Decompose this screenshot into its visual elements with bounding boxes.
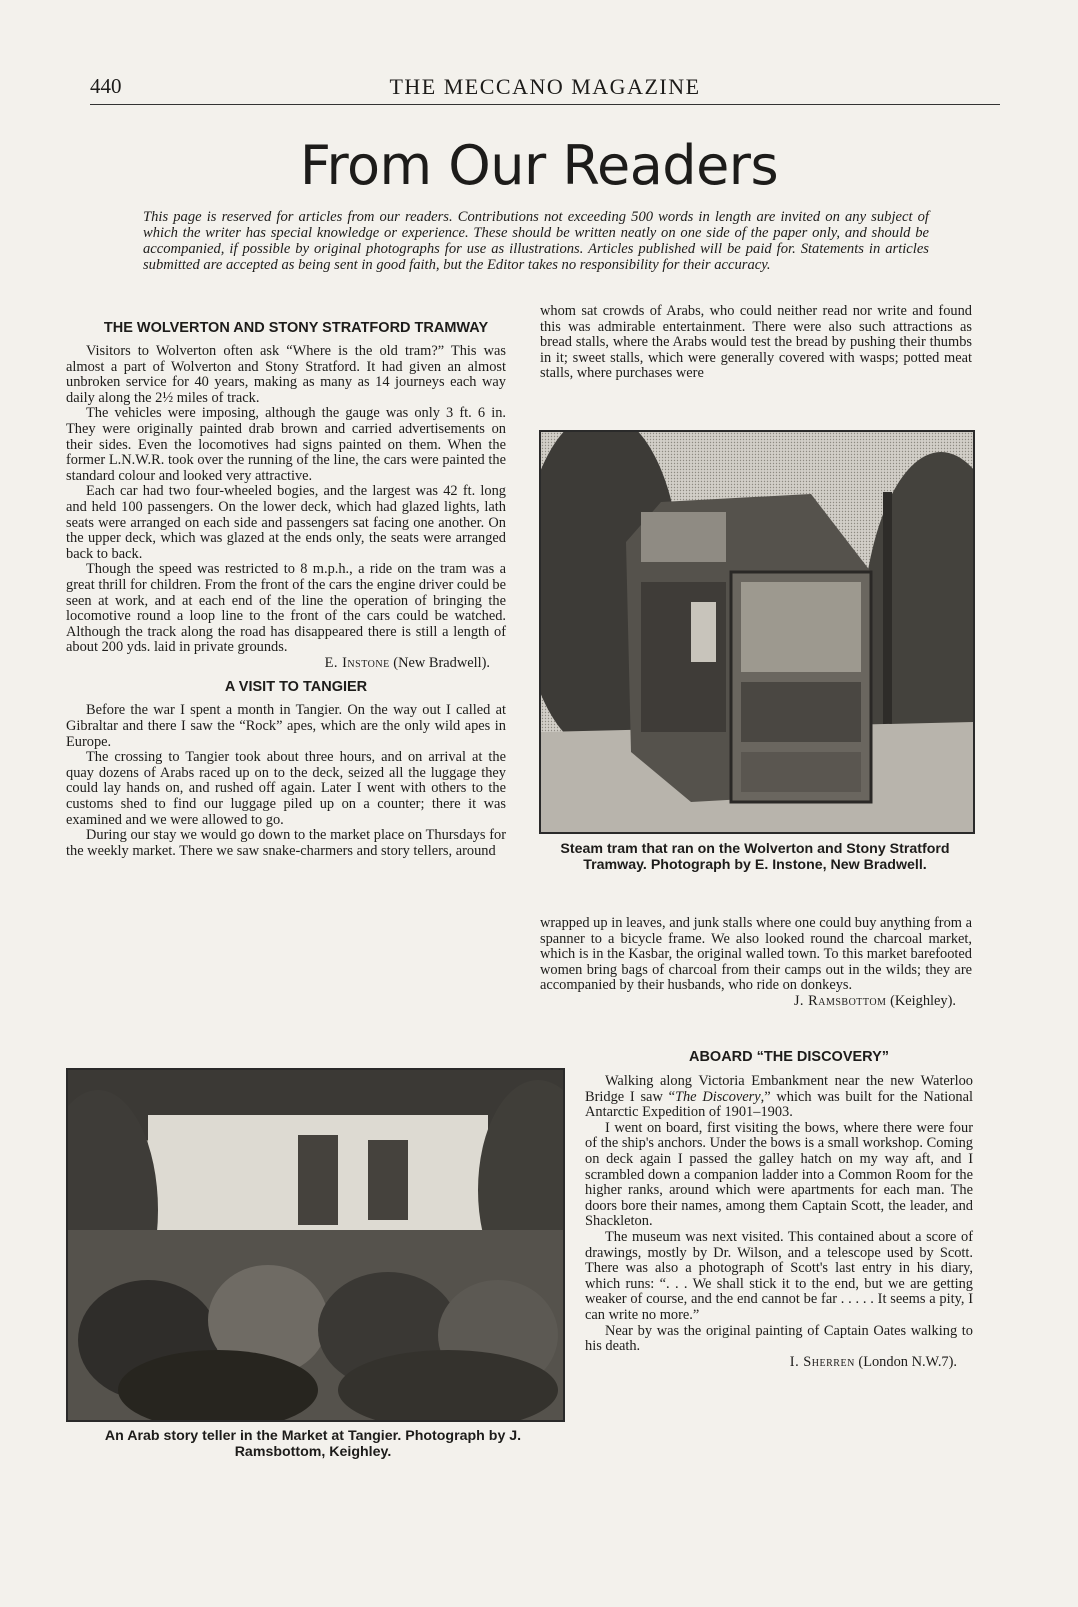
tramway-paragraph: Though the speed was restricted to 8 m.p.h., a ride on the tram was a great thrill for children. From the front of the cars the engine driver could be seen at work, and at each end of the line the operation of bringing the locomotive round a loop line to the front of the cars could be watched. Although the track along the road has disappeared there is still a length of about 200 yds. laid in private grounds. <box>66 561 506 656</box>
tramway-headline: THE WOLVERTON AND STONY STRATFORD TRAMWAY <box>103 320 489 336</box>
tramway-signature <box>66 656 506 672</box>
discovery-headline: ABOARD “THE DISCOVERY” <box>688 1049 890 1065</box>
page-number: 440 <box>90 74 122 98</box>
running-head <box>90 72 1000 105</box>
author-name: E. Instone <box>324 654 390 671</box>
discovery-text: ,” which was built for the National Antarctic Expedition of 1901–1903. <box>585 1088 973 1121</box>
ship-name: The Discovery <box>674 1088 761 1105</box>
discovery-paragraph: The museum was next visited. This contained about a score of drawings, mostly by Dr. Wilson, and a telescope used by Scott. There was also a photograph of Scott's last entry in his diary, which runs: “. . . We shall stick it to the end, but we are getting weaker of course, and the end cannot be far . . . . . It seems a pity, I can write no more.” <box>585 1228 973 1323</box>
author-place: (New Bradwell). <box>393 654 490 671</box>
discovery-paragraph <box>585 1074 973 1121</box>
tangier-paragraph: Before the war I spent a month in Tangier. On the way out I called at Gibraltar and there I saw the “Rock” apes, which are the only wild apes in Europe. <box>66 702 506 750</box>
author-name: I. Sherren <box>789 1353 855 1370</box>
magazine-title: THE MECCANO MAGAZINE <box>389 74 701 99</box>
tramway-paragraph: Visitors to Wolverton often ask “Where is the old tram?” This was almost a part of Wolverton and Stony Stratford. It had given an almost unbroken service for 40 years, making as many as 14 journeys each way daily along the 2½ miles of track. <box>66 343 506 406</box>
market-photo-caption: An Arab story teller in the Market at Tangier. Photograph by J. Ramsbottom, Keighley. <box>104 1428 522 1460</box>
author-name: J. Ramsbottom <box>793 992 887 1009</box>
right-column-middle <box>540 916 972 1010</box>
tangier-paragraph: The crossing to Tangier took about three hours, and on arrival at the quay dozens of Arabs raced up on to the deck, seized all the luggage they could lay hands on, and rushed off again. Later I went with others to the customs shed to find our luggage piled up on a counter; there it was examined and we were allowed to go. <box>66 749 506 828</box>
discovery-paragraph: I went on board, first visiting the bows, where there were four of the ship's anchors. Under the bows is a small workshop. Coming on deck again I passed the galley hatch on my way aft, and I scrambled down a companion ladder into a Common Room for the higher ranks, around which were apartments for each man. The doors bore their names, among them Captain Scott, the leader, and Shackleton. <box>585 1119 973 1230</box>
author-place: (London N.W.7). <box>858 1353 957 1370</box>
tramway-paragraph: Each car had two four-wheeled bogies, and the largest was 42 ft. long and held 100 passengers. On the lower deck, which had glazed lights, lath seats were arranged on each side and passengers sat facing one another. On the upper deck, which was glazed at the ends only, the seats were arranged back to back. <box>66 483 506 562</box>
tram-photo-caption: Steam tram that ran on the Wolverton and Stony Stratford Tramway. Photograph by E. Instone, New Bradwell. <box>560 841 950 873</box>
page-title: From Our Readers <box>299 134 779 197</box>
tram-illustration <box>541 432 973 832</box>
discovery-signature <box>585 1355 973 1371</box>
tangier-paragraph: wrapped up in leaves, and junk stalls where one could buy anything from a spanner to a bicycle frame. We also looked round the charcoal market, which is in the Kasbar, the original walled town. To this market barefooted women bring bags of charcoal from their camps out in the wilds; they are accompanied by their husbands, who ride on donkeys. <box>540 915 972 994</box>
market-illustration <box>68 1070 563 1420</box>
tangier-paragraph: During our stay we would go down to the market place on Thursdays for the weekly market. There we saw snake-charmers and story tellers, around <box>66 827 506 859</box>
tangier-paragraph: whom sat crowds of Arabs, who could neither read nor write and found this was admirable entertainment. There were also such attractions as bread stalls, where the Arabs would test the bread by pushing their thumbs in it; sweet stalls, which were generally covered with wasps; potted meat stalls, where purchases were <box>540 303 972 382</box>
tram-photo <box>539 430 975 834</box>
discovery-text: Walking along Victoria Embankment near the new Waterloo Bridge I saw “ <box>585 1073 973 1105</box>
discovery-paragraph: Near by was the original painting of Captain Oates walking to his death. <box>585 1322 973 1355</box>
right-column-top <box>540 304 972 382</box>
left-column-top <box>66 320 506 859</box>
author-place: (Keighley). <box>890 992 956 1009</box>
market-photo <box>66 1068 565 1422</box>
intro-note: This page is reserved for articles from our readers. Contributions not exceeding 500 words in length are invited on any subject of which the writer has special knowledge or experience. These should be written neatly on one side of the paper only, and should be accompanied, if possible by original photographs for use as illustrations. Articles published will be paid for. Statements in articles submitted are accepted as being sent in good faith, but the Editor takes no responsibility for their accuracy. <box>143 209 929 273</box>
tramway-paragraph: The vehicles were imposing, although the gauge was only 3 ft. 6 in. They were originally painted drab brown and carried advertisements on their sides. Even the locomotives had signs painted on them. When the former L.N.W.R. took over the running of the line, the cars were painted the standard colour and looked very attractive. <box>66 405 506 484</box>
tangier-headline: A VISIT TO TANGIER <box>224 679 368 696</box>
tangier-signature <box>540 994 972 1010</box>
right-column-bottom <box>585 1049 973 1370</box>
